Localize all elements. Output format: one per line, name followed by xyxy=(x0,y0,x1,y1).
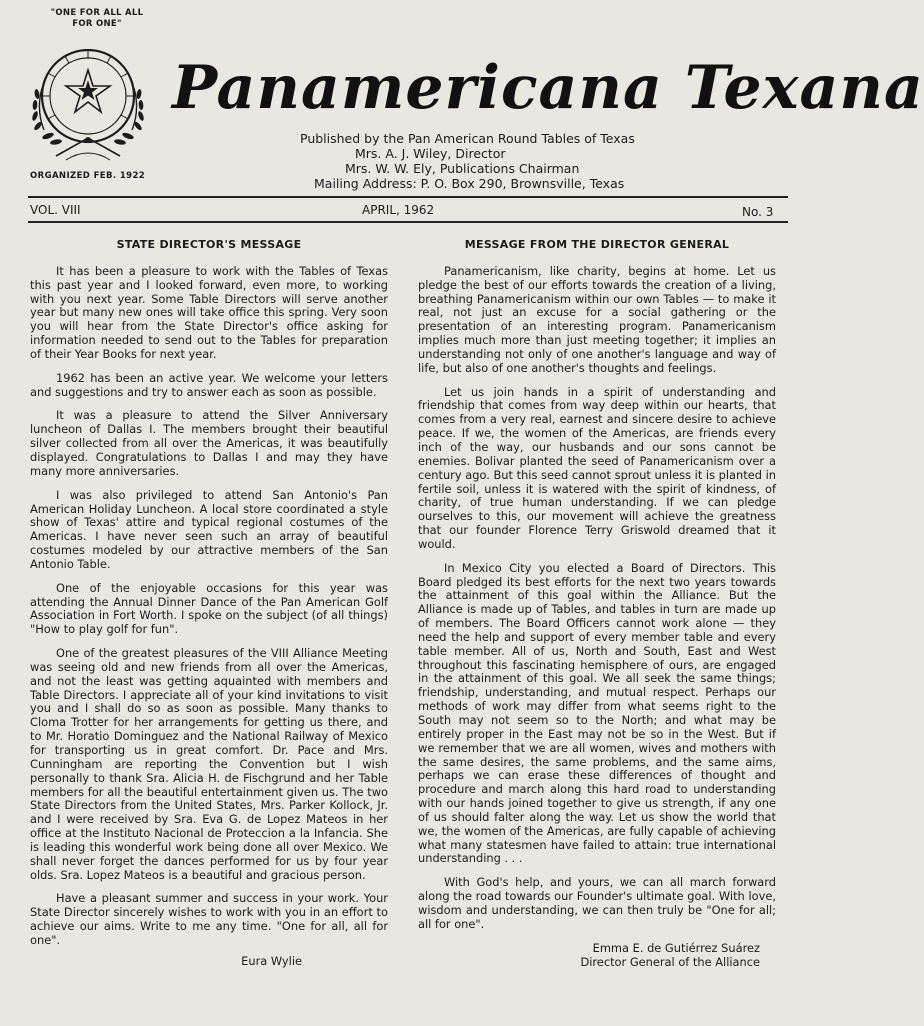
signature-name: Emma E. de Gutiérrez Suárez xyxy=(592,940,760,955)
seal-motto: "ONE FOR ALL ALL FOR ONE" xyxy=(50,8,144,29)
issue-date: APRIL, 1962 xyxy=(362,203,435,217)
paragraph: Have a pleasant summer and success in your work. Your State Director sincerely wishes to work with you in an effort to achieve our aims. Write to me any time. "One for all, all for one". xyxy=(30,891,388,947)
paragraph: Let us join hands in a spirit of understanding and friendship that comes from way deep within our hearts, that comes from a very real, earnest and sincere desire to achieve peace. If we, the women of the Americas, are friends every inch of the way, our husbands and our sons cannot be enemies. Bolivar planted the seed of Panamericanism over a century ago. But this seed cannot sprout unless it is planted in fertile soil, unless it is watered with the spirit of kindness, of charity, of true human understanding. If we can pledge ourselves to this, our movement will achieve the greatness that our founder Florence Terry Griswold dreamed that it would. xyxy=(418,384,776,551)
publisher-info xyxy=(300,131,700,191)
bottom-rule xyxy=(28,221,788,223)
organized-date: ORGANIZED FEB. 1922 xyxy=(30,171,146,181)
pan-american-seal-icon xyxy=(26,30,156,168)
paragraph: One of the greatest pleasures of the VIII Alliance Meeting was seeing old and new friends from all over the Americas, and not the least was getting aquainted with members and Table Directors. I appreciate all of your kind invitations to visit you and I shall do so as soon as possible. Many thanks to Cloma Trotter for her arrangements for getting us there, and to Mr. Horatio Dominguez and the National Railway of Mexico for transporting us in great comfort. Dr. Pace and Mrs. Cunningham are reporting the Convention but I wish personally to thank Sra. Alicia H. de Fischgrund and her Table members for all the beautiful entertainment given us. The two State Directors from the United States, Mrs. Parker Kollock, Jr. and I were received by Sra. Eva G. de Lopez Mateos in her office at the Instituto Nacional de Proteccion a la Infancia. She is leading this wonderful work being done all over Mexico. We shall never forget the dances performed for us by four year olds. Sra. Lopez Mateos is a beautiful and gracious person. xyxy=(30,646,388,882)
issue-volume: VOL. VIII xyxy=(30,203,81,217)
paragraph: I was also privileged to attend San Antonio's Pan American Holiday Luncheon. A local store coordinated a style show of Texas' attire and typical regional costumes of the Americas. I have never seen such an array of beautiful costumes modeled by our attractive members of the San Antonio Table. xyxy=(30,487,388,571)
chairman-line: Mrs. W. W. Ely, Publications Chairman xyxy=(345,161,580,176)
paragraph: One of the enjoyable occasions for this year was attending the Annual Dinner Dance of the Pan American Golf Association in Fort Worth. I spoke on the subject (of all things) "How to play golf for fun". xyxy=(30,580,388,637)
director-line: Mrs. A. J. Wiley, Director xyxy=(355,146,506,161)
paragraph: Panamericanism, like charity, begins at home. Let us pledge the best of our efforts towards the creation of a living, breathing Panamericanism within our own Tables — to make it real, not just an excuse for a social gathering or the presentation of an interesting program. Panamericanism implies much more than just meeting together; it implies an understanding not only of one another's language and way of life, but also of one another's thoughts and feelings. xyxy=(418,263,776,375)
publisher-line: Published by the Pan American Round Tables of Texas xyxy=(300,131,635,146)
top-rule xyxy=(28,196,788,198)
left-heading: STATE DIRECTOR'S MESSAGE xyxy=(116,238,302,251)
mailing-address-line: Mailing Address: P. O. Box 290, Brownsville, Texas xyxy=(314,176,625,191)
paragraph: With God's help, and yours, we can all march forward along the road towards our Founder's ultimate goal. With love, wisdom and understanding, we can then truly be "One for all; all for one". xyxy=(418,875,776,931)
signature-block xyxy=(418,942,776,970)
state-director-message xyxy=(30,238,388,969)
director-general-message xyxy=(418,238,776,969)
signature-title: Director General of the Alliance xyxy=(580,954,760,969)
issue-number: No. 3 xyxy=(742,205,774,219)
paragraph: In Mexico City you elected a Board of Directors. This Board pledged its best efforts for the next two years towards the attainment of this goal within the Alliance. But the Alliance is made up of Tables, and tables in turn are made up of members. The Board Officers cannot work alone — they need the help and support of every member table and every table member. All of us, North and South, East and West throughout this fascinating hemisphere of ours, are engaged in the attainment of this goal. We all seek the same things; friendship, understanding, and mutual respect. Perhaps our methods of work may differ from what seems right to the South may not seem so to the North; and what may be entirely proper in the East may not be so in the West. But if we remember that we are all women, wives and mothers with the same desires, the same problems, and the same aims, perhaps we can erase these differences of thought and procedure and march along this hard road to understanding with our hands joined together to give us strength, if any one of us should falter along the way. Let us show the world that we, the women of the Americas, are fully capable of achieving what many statesmen have failed to attain: true international understanding . . . xyxy=(418,560,776,866)
right-heading: MESSAGE FROM THE DIRECTOR GENERAL xyxy=(464,238,730,251)
paragraph: It was a pleasure to attend the Silver Anniversary luncheon of Dallas I. The members brought their beautiful silver collected from all over the Americas, it was beautifully displayed. Congratulations to Dallas I and may they have many more anniversaries. xyxy=(30,408,388,478)
paragraph: It has been a pleasure to work with the Tables of Texas this past year and I looked forward, even more, to working with you next year. Some Table Directors will serve another year but many new ones will take office this spring. Very soon you will hear from the State Director's office asking for information needed to send out to the Tables for preparation of their Year Books for next year. xyxy=(30,263,388,361)
signature: Eura Wylie xyxy=(241,953,302,968)
paragraph: 1962 has been an active year. We welcome your letters and suggestions and try to answer each as soon as possible. xyxy=(30,370,388,399)
newsletter-title: Panamericana Texana xyxy=(172,53,924,123)
